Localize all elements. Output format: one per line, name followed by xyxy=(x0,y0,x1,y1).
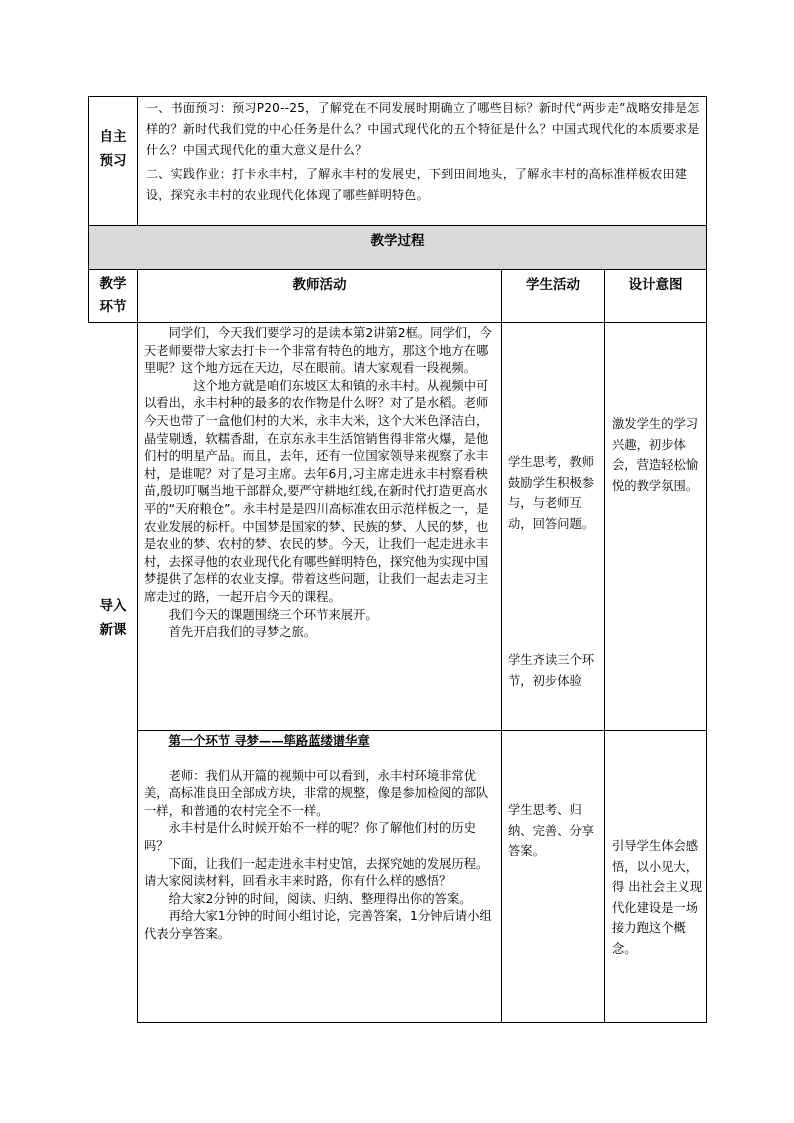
intro-teacher-activity xyxy=(144,325,497,642)
row-line-banner-bottom xyxy=(88,269,707,270)
section1-paragraph: 永丰村是什么时候开始不一样的呢？你了解他们村的历史吗？ xyxy=(144,821,477,853)
intro-stage-line: 导入 xyxy=(99,598,127,614)
section1-design-intent: 引导学生体会感悟，以小见大，得 出社会主义现代化建设是一场接力跑这个概念。 xyxy=(612,839,702,956)
intro-design-intent: 激发学生的学习兴趣，初步体会，营造轻松愉悦的教学氛围。 xyxy=(612,417,699,493)
header-stage xyxy=(89,273,137,319)
preview-label xyxy=(89,125,137,173)
row-line-intro-bottom xyxy=(137,730,707,731)
table-border-top xyxy=(88,96,707,97)
header-stage-line: 环节 xyxy=(99,299,127,315)
section1-paragraph: 老师：我们从开篇的视频中可以看到，永丰村环境非常优美，高标准良田全部成方块，非常的规整，像是参加检阅的部队一样，和普通的农村完全不一样。 xyxy=(144,768,489,818)
section1-title: 第一个环节 寻梦——筚路蓝缕谱华章 xyxy=(168,734,370,748)
intro-stage xyxy=(89,594,137,642)
process-title: 教学过程 xyxy=(370,233,425,249)
section1-paragraph: 给大家2分钟的时间，阅读、归纳、整理得出你的答案。 xyxy=(168,891,472,906)
header-student: 学生活动 xyxy=(526,277,580,293)
table-border-right xyxy=(706,96,707,1023)
col-line-student xyxy=(604,269,605,1023)
header-stage-line: 教学 xyxy=(99,276,127,292)
intro-stage-line: 新课 xyxy=(99,622,127,638)
section1-teacher-activity xyxy=(144,733,497,944)
intro-paragraph: 首先开启我们的寻梦之旅。 xyxy=(168,625,317,640)
preview-label-line: 自主 xyxy=(99,129,127,145)
intro-paragraph: 这个地方就是咱们东坡区太和镇的永丰村。从视频中可以看出，永丰村种的最多的农作物是什么呀？对了是水稻。老师今天也带了一盒他们村的大米，永丰大米，这个大米色泽洁白，晶莹剔透，软糯香甜，在京东永丰生活馆销售得非常火爆，是他们村的明星产品。而且，去年，还有一位国家领导来视察了永丰村，是谁呢？对了是习主席。去年6月,习主席走进永丰村察看秧苗,殷切叮嘱当地干部群众,要严守耕地红线,在新时代打造更高水平的“天府粮仓”。永丰村是是四川高标准农田示范样板之一，是农业发展的标杆。中国梦是国家的梦、民族的梦、人民的梦，也是农业的梦、农村的梦、农民的梦。今天，让我们一起走进永丰村，去探寻他的农业现代化有哪些鲜明特色，探究他为实现中国梦提供了怎样的农业支撑。带着这些问题，让我们一起去走习主席走过的路，一起开启今天的课程。 xyxy=(144,378,489,604)
preview-content xyxy=(146,98,702,206)
section1-paragraph: 再给大家1分钟的时间小组讨论，完善答案，1分钟后请小组代表分享答案。 xyxy=(144,909,492,941)
intro-student-activity-a: 学生思考，教师鼓励学生积极参与，与老师互动，回答问题。 xyxy=(508,455,595,531)
preview-label-line: 预习 xyxy=(99,153,127,169)
section1-student-activity: 学生思考、归纳、完善、分享答案。 xyxy=(508,803,595,858)
header-intent: 设计意图 xyxy=(628,277,683,293)
intro-paragraph: 我们今天的课题围绕三个环节来展开。 xyxy=(168,607,378,622)
section1-paragraph: 下面，让我们一起走进永丰村史馆，去探究她的发展历程。请大家阅读材料，回看永丰来时路，你有什么样的感悟？ xyxy=(144,856,489,889)
preview-written-task: 一、书面预习：预习P20--25，了解党在不同发展时期确立了哪些目标？新时代“两步走”战略安排是怎样的？新时代我们党的中心任务是什么？中国式现代化的五个特征是什么？中国式现代化的本质要求是什么？中国式现代化的重大意义是什么？ xyxy=(146,101,700,157)
col-line-teacher xyxy=(501,269,502,1023)
table-border-bottom xyxy=(137,1022,707,1023)
header-teacher: 教师活动 xyxy=(292,277,347,293)
col-line-stage xyxy=(137,269,138,1023)
intro-student-activity-b: 学生齐读三个环节，初步体验 xyxy=(508,653,595,688)
preview-divider xyxy=(137,96,138,225)
preview-practice-task: 二、实践作业：打卡永丰村，了解永丰村的发展史，下到田间地头，了解永丰村的高标准样板农田建设，探究永丰村的农业现代化体现了哪些鲜明特色。 xyxy=(146,167,688,202)
row-line-header-bottom xyxy=(88,322,707,323)
intro-paragraph: 同学们，今天我们要学习的是读本第2讲第2框。同学们，今天老师要带大家去打卡一个非常有特色的地方，那这个地方在哪里呢？这个地方远在天边，尽在眼前。请大家观看一段视频。 xyxy=(144,326,492,376)
